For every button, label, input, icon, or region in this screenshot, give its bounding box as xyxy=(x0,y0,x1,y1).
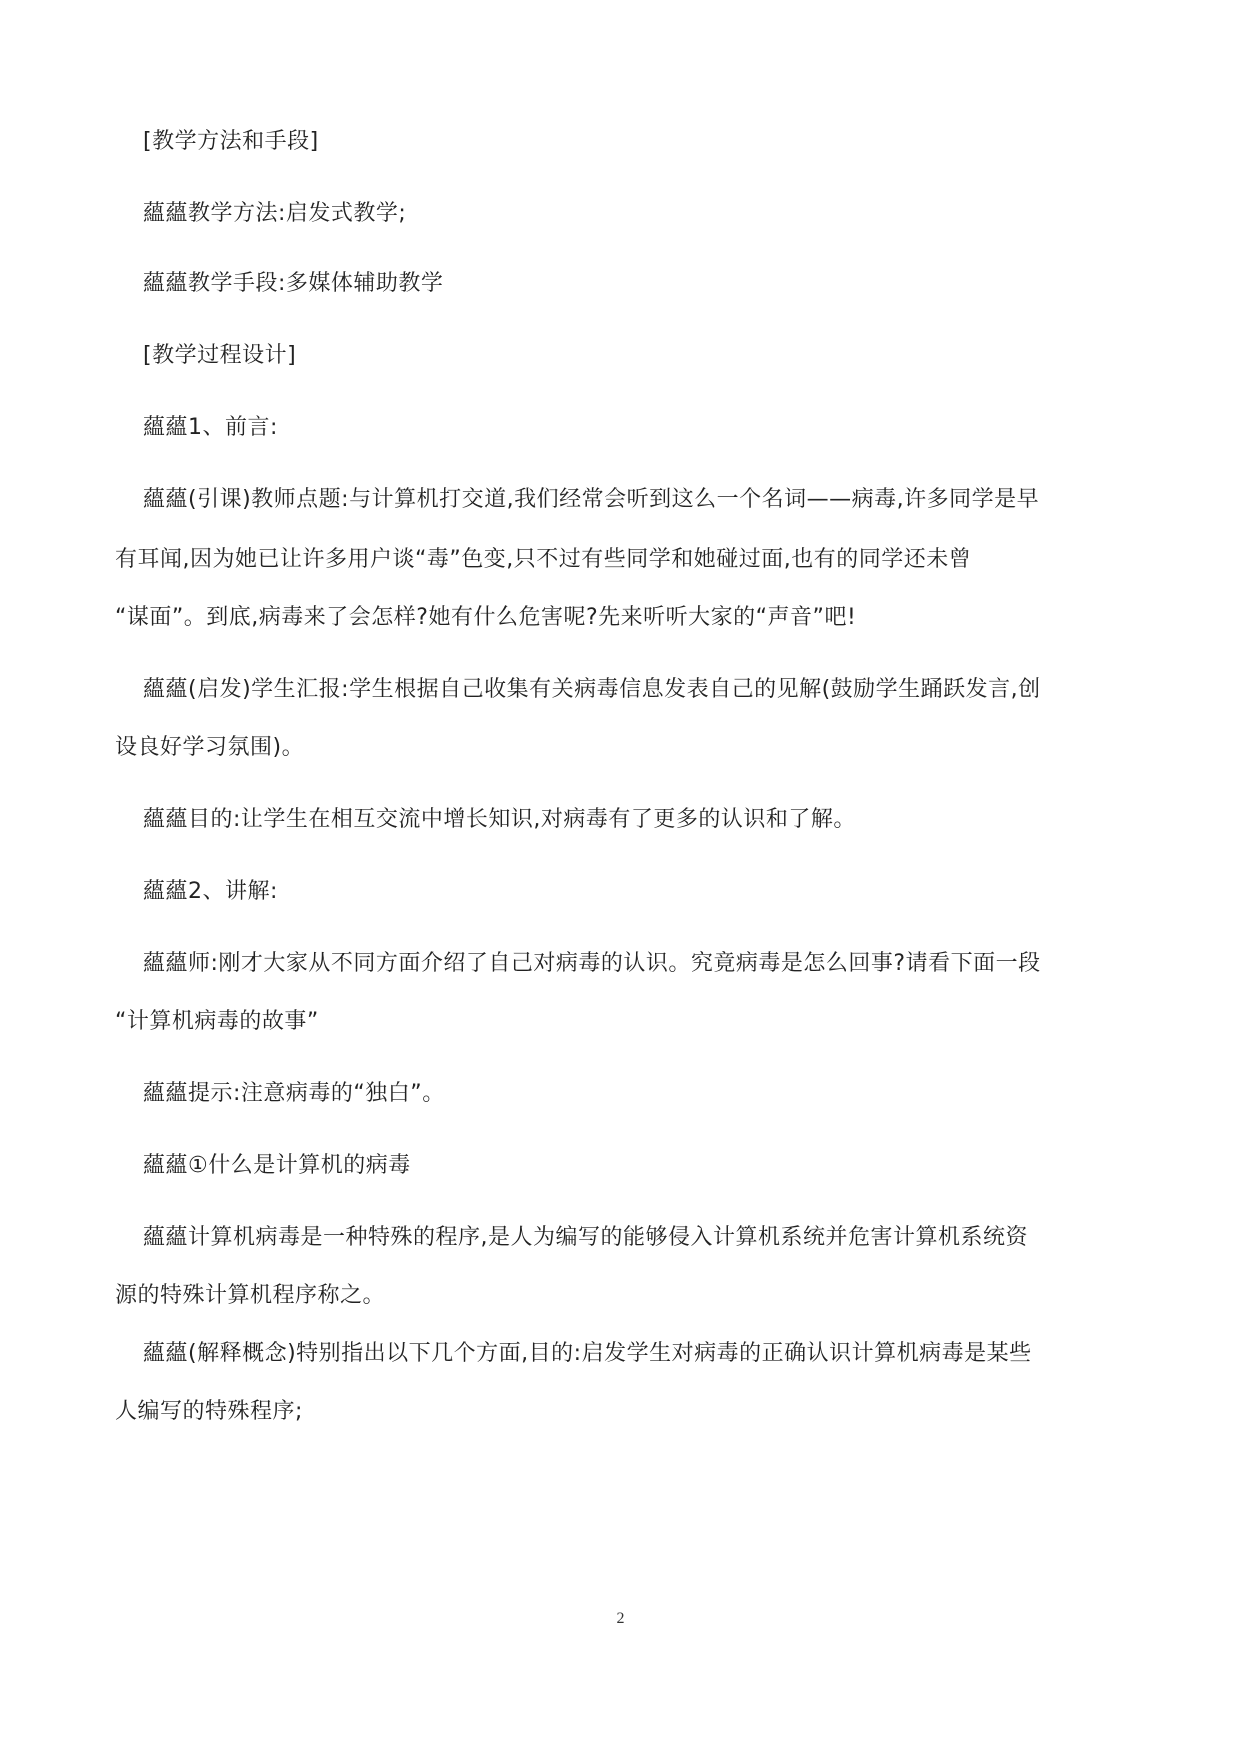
page-number: 2 xyxy=(616,1610,625,1627)
intro-paragraph-line: 有耳闻,因为她已让许多用户谈“毒”色变,只不过有些同学和她碰过面,也有的同学还未曾 xyxy=(115,547,972,572)
item-1-heading: 蘊蘊①什么是计算机的病毒 xyxy=(143,1153,411,1178)
definition-paragraph-line: 源的特殊计算机程序称之。 xyxy=(115,1283,386,1308)
step-1-heading: 蘊蘊1、前言: xyxy=(143,415,278,440)
section-heading-teaching-methods: [教学方法和手段] xyxy=(143,129,319,154)
teaching-method-line: 蘊蘊教学方法:启发式教学; xyxy=(143,201,407,226)
teacher-paragraph-line: 蘊蘊师:刚才大家从不同方面介绍了自己对病毒的认识。究竟病毒是怎么回事?请看下面一段 xyxy=(143,951,1041,976)
inspire-paragraph-line: 设良好学习氛围)。 xyxy=(115,735,305,760)
teaching-means-line: 蘊蘊教学手段:多媒体辅助教学 xyxy=(143,271,444,296)
section-heading-process-design: [教学过程设计] xyxy=(143,343,297,368)
explain-paragraph-line: 人编写的特殊程序; xyxy=(115,1399,303,1424)
definition-paragraph-line: 蘊蘊计算机病毒是一种特殊的程序,是人为编写的能够侵入计算机系统并危害计算机系统资 xyxy=(143,1225,1028,1250)
intro-paragraph-line: 蘊蘊(引课)教师点题:与计算机打交道,我们经常会听到这么一个名词——病毒,许多同学是早 xyxy=(143,487,1040,512)
purpose-line: 蘊蘊目的:让学生在相互交流中增长知识,对病毒有了更多的认识和了解。 xyxy=(143,807,856,832)
explain-paragraph-line: 蘊蘊(解释概念)特别指出以下几个方面,目的:启发学生对病毒的正确认识计算机病毒是某些 xyxy=(143,1341,1032,1366)
inspire-paragraph-line: 蘊蘊(启发)学生汇报:学生根据自己收集有关病毒信息发表自己的见解(鼓励学生踊跃发言,创 xyxy=(143,677,1041,702)
step-2-heading: 蘊蘊2、讲解: xyxy=(143,879,278,904)
intro-paragraph-line: “谋面”。到底,病毒来了会怎样?她有什么危害呢?先来听听大家的“声音”吧! xyxy=(115,605,857,630)
teacher-paragraph-line: “计算机病毒的故事” xyxy=(115,1009,319,1034)
hint-line: 蘊蘊提示:注意病毒的“独白”。 xyxy=(143,1081,445,1106)
